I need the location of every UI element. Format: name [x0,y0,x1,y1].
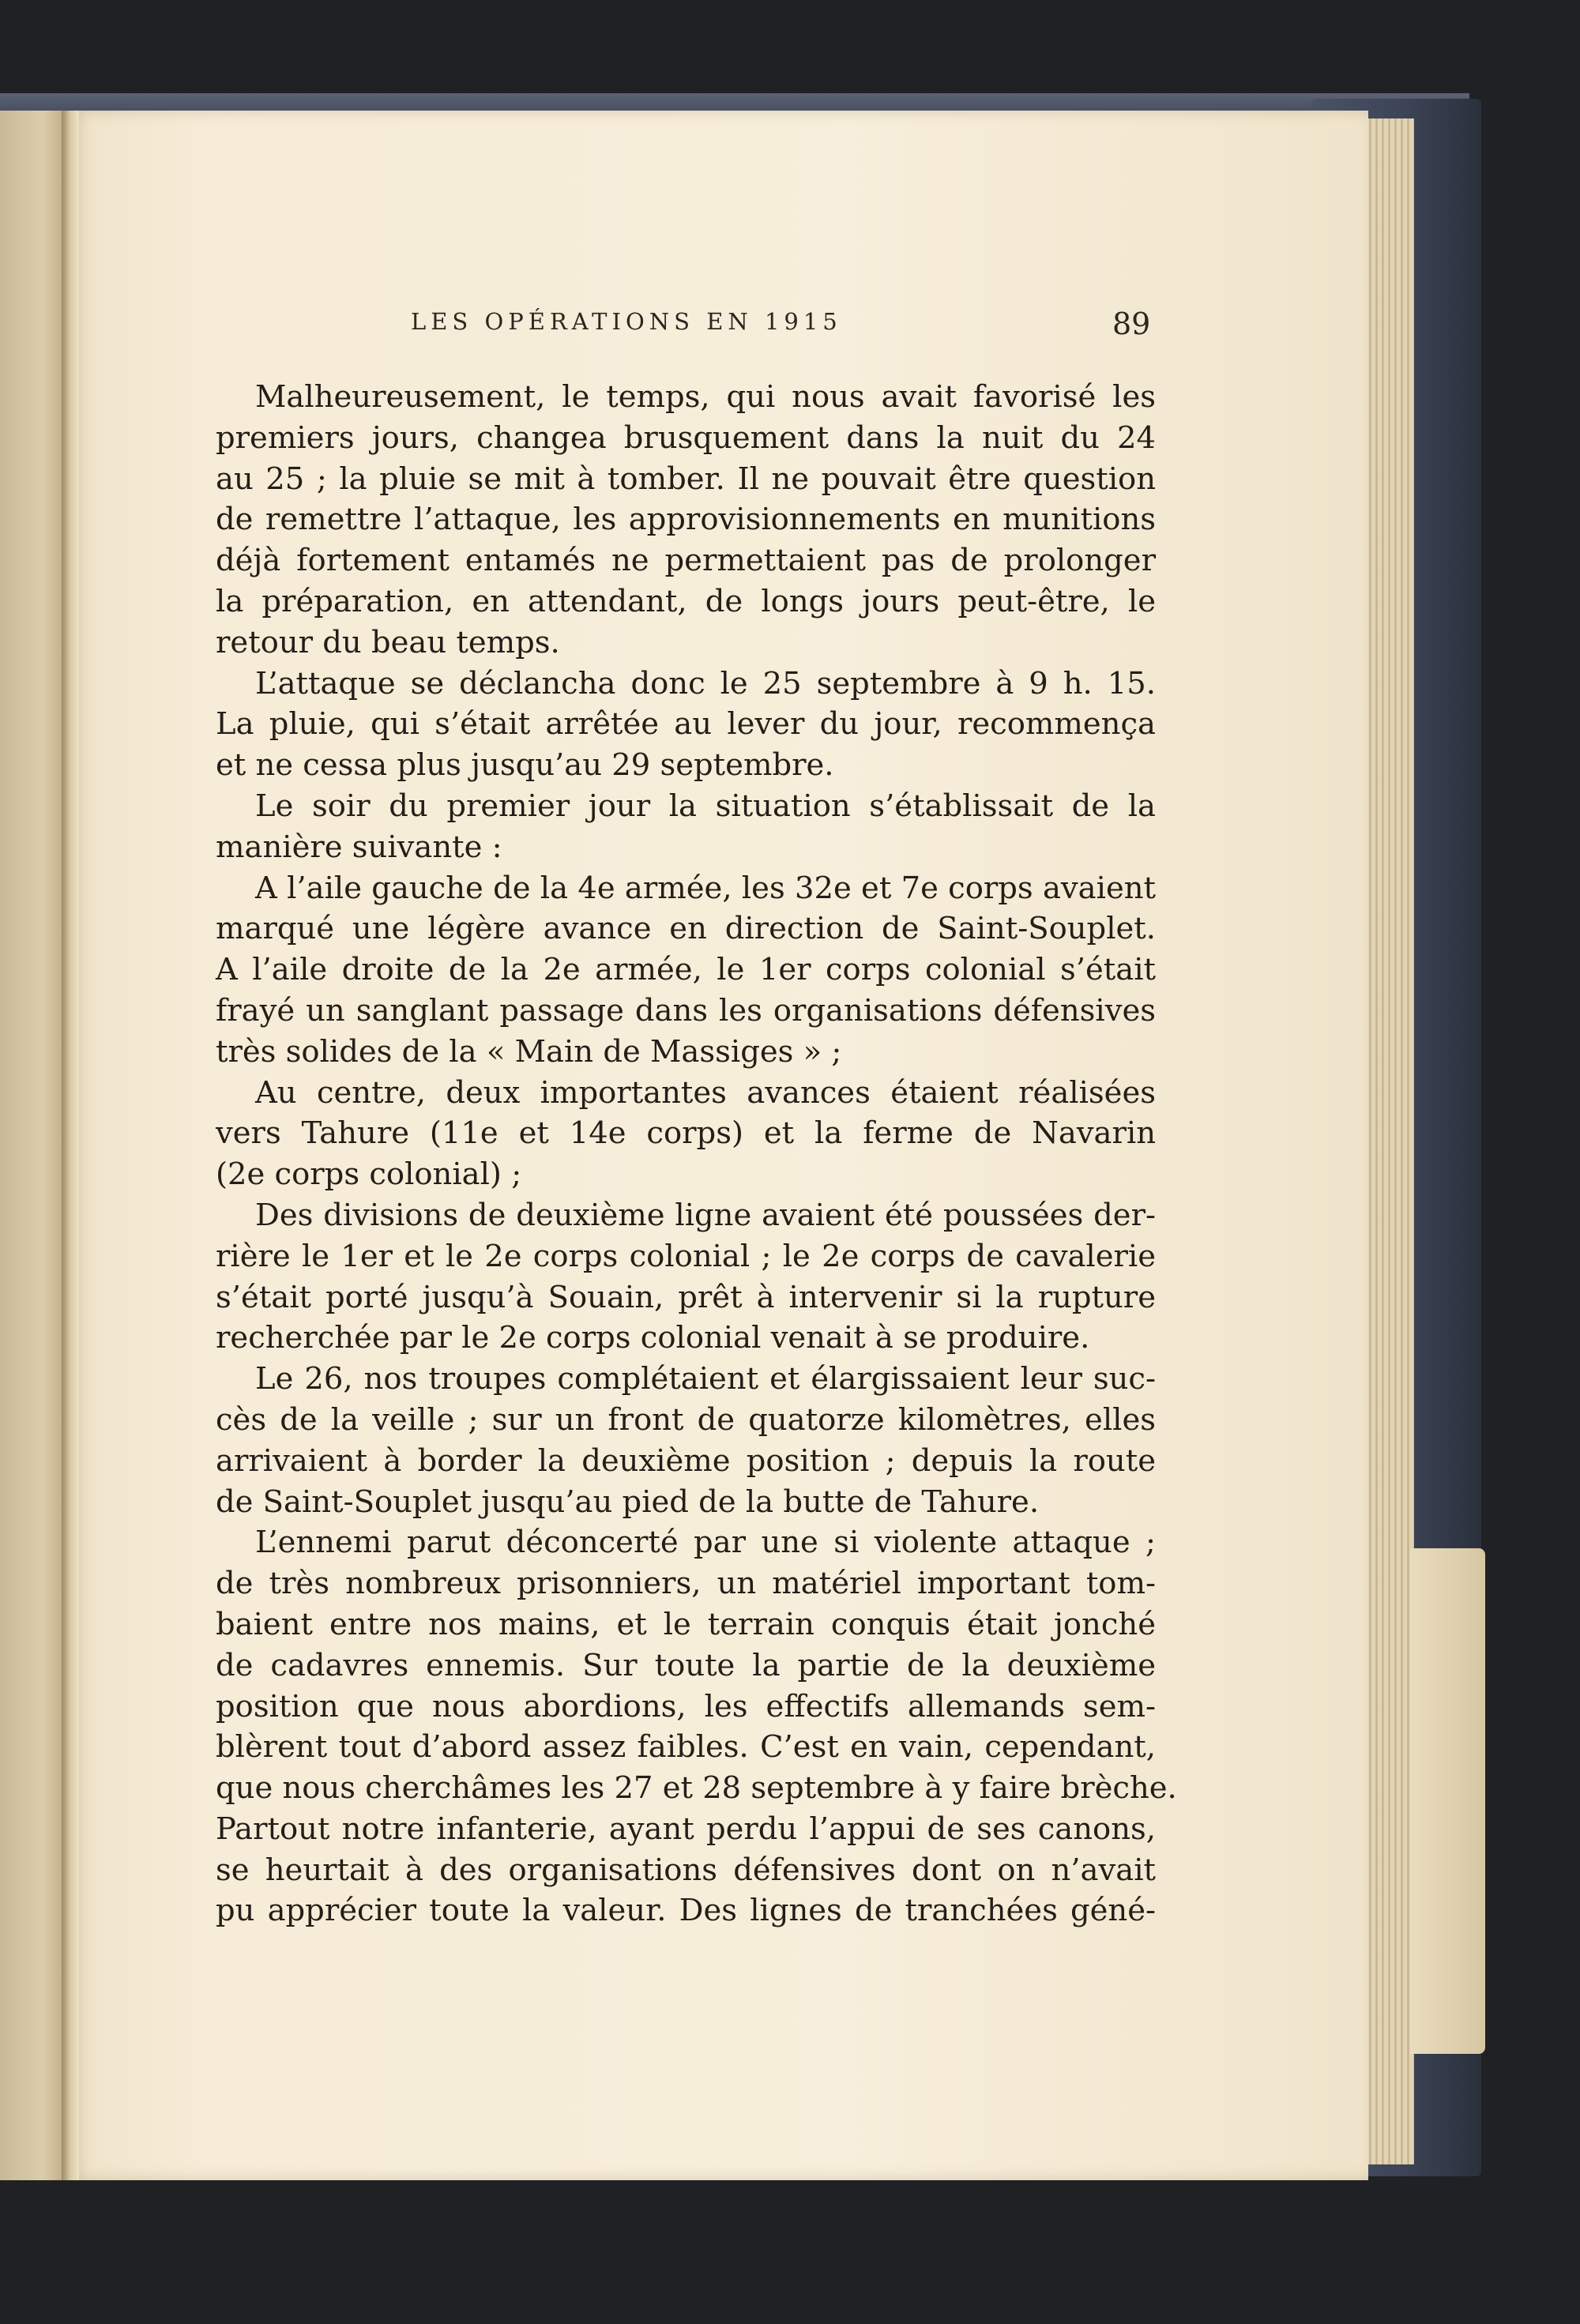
text-line: cès de la veille ; sur un front de quatorze kilomètres, elles [216,1401,1156,1438]
text-line: Des divisions de deuxième ligne avaient été poussées der- [255,1197,1156,1233]
text-line: position que nous abordions, les effectifs allemands sem- [216,1688,1156,1724]
text-line: A l’aile gauche de la 4e armée, les 32e et 7e corps avaient [255,870,1156,906]
text-line: vers Tahure (11e et 14e corps) et la ferme de Navarin [216,1115,1156,1152]
text-line: rière le 1er et le 2e corps colonial ; le 2e corps de cavalerie [216,1238,1156,1274]
text-line: Au centre, deux importantes avances étaient réalisées [255,1074,1156,1111]
text-line: premiers jours, changea brusquement dans la nuit du 24 [216,419,1156,456]
text-line: baient entre nos mains, et le terrain conquis était jonché [216,1606,1156,1642]
text-line: (2e corps colonial) ; [216,1156,522,1193]
text-line: frayé un sanglant passage dans les organisations défensives [216,992,1156,1029]
facing-page [0,111,71,2180]
text-line: de très nombreux prisonniers, un matériel important tom- [216,1566,1156,1602]
text-line: arrivaient à border la deuxième position ; depuis la route [216,1442,1156,1479]
page-number: 89 [1112,306,1151,341]
body-text [216,377,1177,1931]
book-gutter [62,111,79,2180]
text-line: A l’aile droite de la 2e armée, le 1er corps colonial s’était [216,952,1156,988]
text-line: blèrent tout d’abord assez faibles. C’est en vain, cependant, [216,1729,1156,1766]
text-line: pu apprécier toute la valeur. Des lignes de tranchées géné- [216,1893,1156,1929]
text-line: déjà fortement entamés ne permettaient pas de prolonger [216,543,1156,579]
text-line: se heurtait à des organisations défensives dont on n’avait [216,1852,1156,1888]
text-line: manière suivante : [216,829,502,865]
text-line: La pluie, qui s’était arrêtée au lever du jour, recommença [216,706,1156,743]
text-line: marqué une légère avance en direction de Saint-Souplet. [216,911,1156,947]
text-line: Malheureusement, le temps, qui nous avait favorisé les [255,379,1156,415]
text-line: s’était porté jusqu’à Souain, prêt à intervenir si la rupture [216,1279,1156,1315]
text-line: la préparation, en attendant, de longs jours peut-être, le [216,583,1156,619]
text-line: L’ennemi parut déconcerté par une si violente attaque ; [255,1525,1156,1561]
text-line: Le 26, nos troupes complétaient et élargissaient leur suc- [255,1361,1156,1397]
running-head-title: LES OPÉRATIONS EN 1915 [411,308,842,335]
text-line: recherchée par le 2e corps colonial venait à se produire. [216,1320,1090,1356]
text-line: que nous cherchâmes les 27 et 28 septembre à y faire brèche. [216,1770,1177,1807]
text-line: L’attaque se déclancha donc le 25 septembre à 9 h. 15. [255,665,1156,701]
text-line: au 25 ; la pluie se mit à tomber. Il ne pouvait être question [216,461,1156,497]
text-line: très solides de la « Main de Massiges » ; [216,1033,842,1070]
text-line: et ne cessa plus jusqu’au 29 septembre. [216,747,834,784]
text-line: Le soir du premier jour la situation s’établissait de la [255,788,1156,824]
page-edge-tab [1410,1548,1485,2054]
text-line: Partout notre infanterie, ayant perdu l’appui de ses canons, [216,1811,1156,1847]
text-line: de cadavres ennemis. Sur toute la partie de la deuxième [216,1647,1156,1683]
text-line: de Saint-Souplet jusqu’au pied de la butte de Tahure. [216,1484,1040,1520]
text-line: de remettre l’attaque, les approvisionnements en munitions [216,502,1156,538]
text-line: retour du beau temps. [216,624,560,660]
